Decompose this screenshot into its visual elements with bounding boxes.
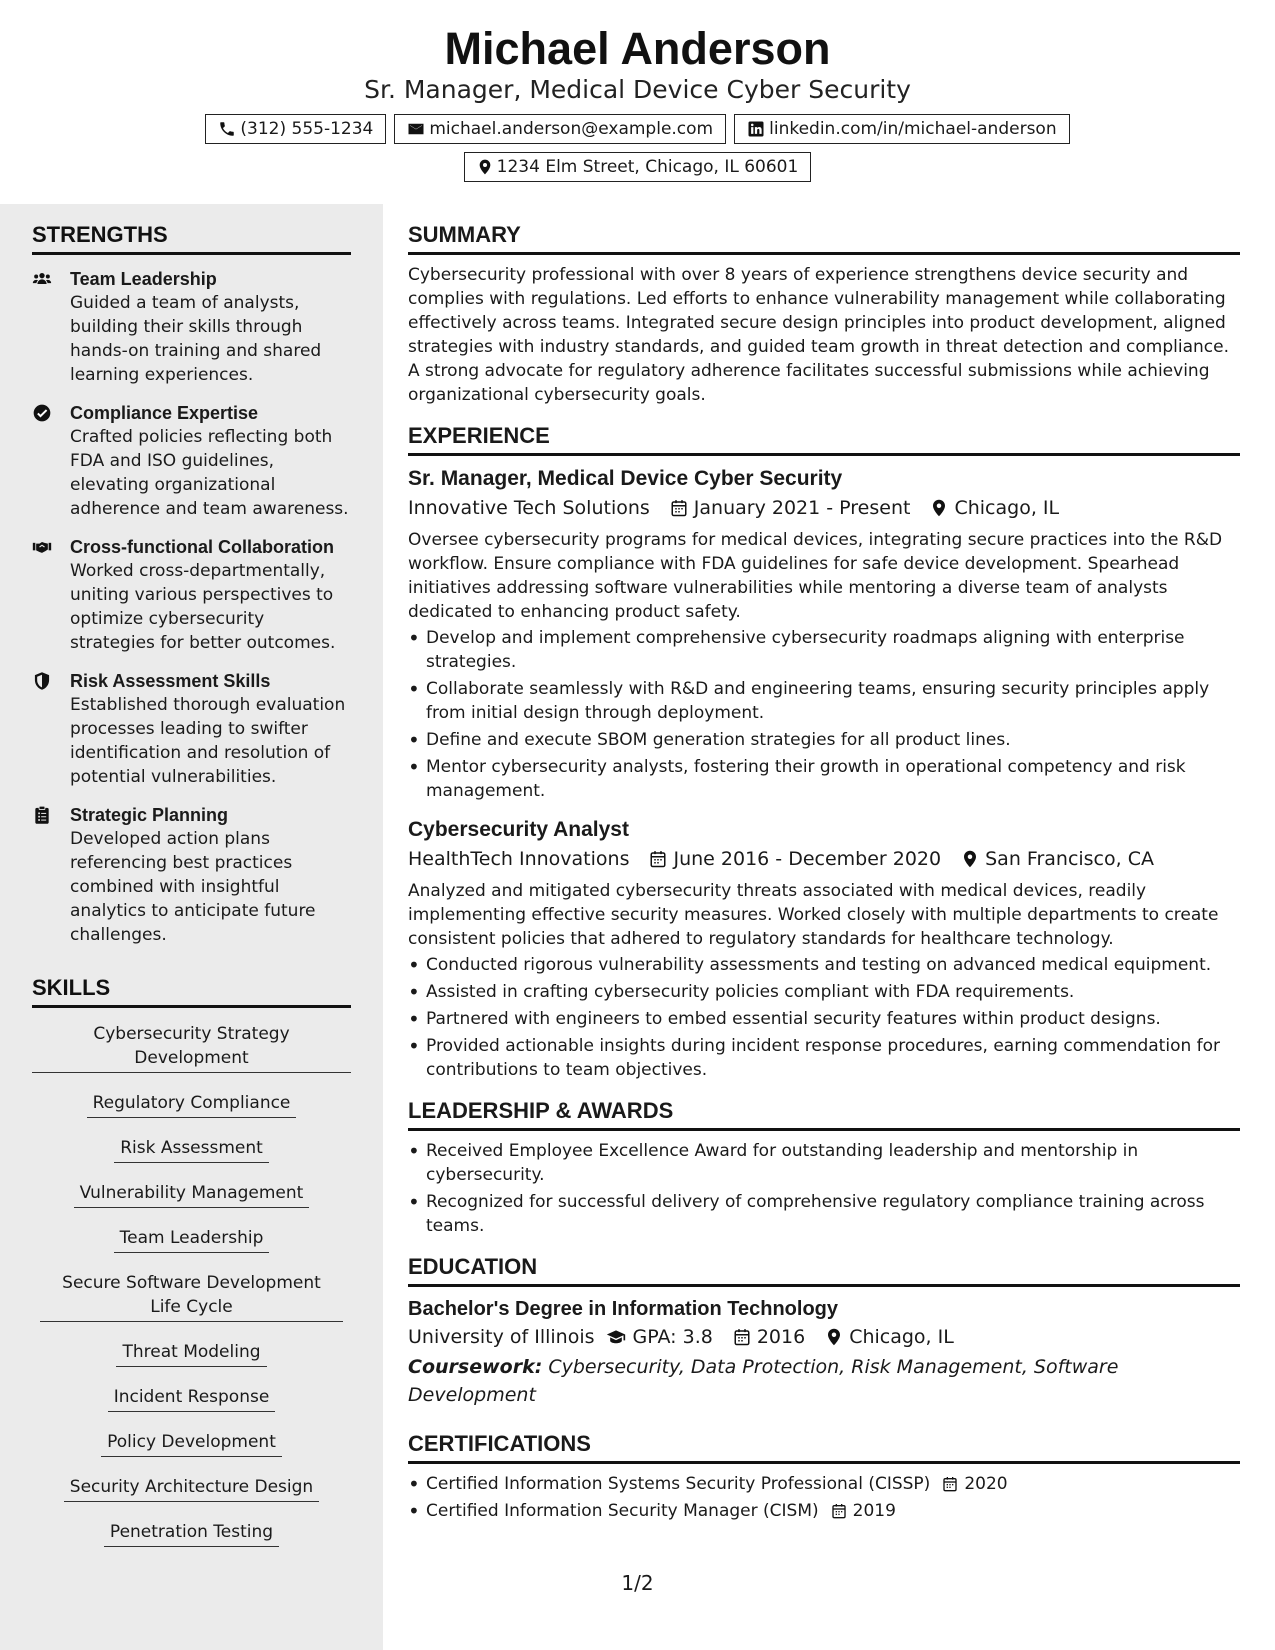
list-item: [408, 1472, 1240, 1496]
awards-heading: LEADERSHIP & AWARDS: [408, 1096, 1240, 1131]
summary-section: [408, 220, 1240, 407]
job-dates: January 2021 - Present: [693, 497, 911, 519]
skill-item: Security Architecture Design: [64, 1475, 319, 1502]
job-meta: [408, 845, 1240, 873]
strength-item: [32, 267, 351, 387]
edu-year: 2016: [756, 1326, 806, 1348]
job-entry: [408, 815, 1240, 1082]
candidate-name: Michael Anderson: [444, 23, 831, 74]
cert-year: 2020: [964, 1474, 1008, 1494]
list-item: • Mentor cybersecurity analysts, fostering their growth in operational competency and risk management.: [408, 755, 1240, 803]
list-item: [408, 1499, 1240, 1523]
contact-row: [0, 114, 1275, 144]
edu-location: Chicago, IL: [849, 1326, 954, 1348]
linkedin-text: linkedin.com/in/michael-anderson: [769, 119, 1057, 139]
strength-title: Team Leadership: [70, 269, 217, 289]
graduation-cap-icon: [605, 1327, 627, 1347]
users-icon: [32, 269, 52, 289]
skill-item: Secure Software Development Life Cycle: [40, 1271, 343, 1322]
map-pin-icon: [961, 850, 979, 868]
experience-heading: EXPERIENCE: [408, 421, 1240, 456]
calendar-icon: [670, 499, 688, 517]
page-number: [0, 1570, 1275, 1596]
certifications-section: [408, 1429, 1240, 1523]
skill-item: Threat Modeling: [116, 1340, 266, 1367]
strength-item: [32, 535, 351, 655]
strengths-heading: STRENGTHS: [32, 220, 351, 255]
phone-icon: [218, 120, 236, 138]
list-item: • Partnered with engineers to embed essential security features within product designs.: [408, 1007, 1240, 1031]
job-company: HealthTech Innovations: [408, 848, 630, 870]
strength-desc: Developed action plans referencing best practices combined with insightful analytics to anticipate future challenges.: [70, 829, 316, 945]
sidebar: [0, 204, 383, 1650]
coursework-text: Cybersecurity, Data Protection, Risk Management, Software Development: [408, 1356, 1119, 1406]
experience-section: [408, 421, 1240, 1082]
list-item: • Recognized for successful delivery of comprehensive regulatory compliance training across teams.: [408, 1190, 1240, 1238]
job-dates: June 2016 - December 2020: [673, 848, 942, 870]
map-pin-icon: [930, 499, 948, 517]
calendar-icon: [733, 1328, 751, 1346]
certifications-list: [408, 1472, 1240, 1523]
strength-title: Cross-functional Collaboration: [70, 537, 335, 557]
skill-item: Risk Assessment: [114, 1136, 269, 1163]
skills-list: [32, 1022, 351, 1565]
education-heading: EDUCATION: [408, 1252, 1240, 1287]
linkedin-contact[interactable]: [734, 114, 1069, 144]
skill-item: Policy Development: [101, 1430, 282, 1457]
list-item: • Assisted in crafting cybersecurity policies compliant with FDA requirements.: [408, 980, 1240, 1004]
edu-gpa: GPA: 3.8: [632, 1326, 713, 1348]
strength-desc: Guided a team of analysts, building their skills through hands-on training and shared learning experiences.: [70, 293, 322, 385]
job-location: Chicago, IL: [954, 497, 1060, 519]
job-location: San Francisco, CA: [985, 848, 1154, 870]
skill-item: Team Leadership: [114, 1226, 270, 1253]
map-pin-icon: [477, 158, 493, 176]
job-description: Oversee cybersecurity programs for medical devices, integrating secure practices into the R&D workflow. Ensure compliance with FDA guidelines for safe device development. Spearhead initiatives addressing software vulnerabilities while mentoring a diverse team of analysts dedicated to enhancing product safety.: [408, 530, 1223, 622]
strength-desc: Established thorough evaluation processes leading to swifter identification and resolution of potential vulnerabilities.: [70, 695, 346, 787]
resume-header: [0, 0, 1275, 204]
skill-item: Cybersecurity Strategy Development: [32, 1022, 351, 1073]
edu-meta: [408, 1323, 1240, 1351]
job-bullets: [408, 626, 1240, 803]
clipboard-icon: [32, 805, 52, 825]
strength-item: [32, 669, 351, 789]
check-circle-icon: [32, 403, 52, 423]
linkedin-icon: [747, 120, 765, 138]
certifications-heading: CERTIFICATIONS: [408, 1429, 1240, 1464]
job-role: Cybersecurity Analyst: [408, 818, 629, 841]
awards-section: [408, 1096, 1240, 1238]
strength-desc: Worked cross-departmentally, uniting various perspectives to optimize cybersecurity strategies for better outcomes.: [70, 561, 336, 653]
contact-row-address: [0, 152, 1275, 182]
skill-item: Incident Response: [108, 1385, 276, 1412]
main-content: [408, 204, 1240, 1537]
strength-item: [32, 401, 351, 521]
list-item: • Develop and implement comprehensive cybersecurity roadmaps aligning with enterprise strategies.: [408, 626, 1240, 674]
calendar-icon: [942, 1476, 958, 1492]
strength-desc: Crafted policies reflecting both FDA and ISO guidelines, elevating organizational adherence and team awareness.: [70, 427, 349, 519]
job-company: Innovative Tech Solutions: [408, 497, 650, 519]
shield-icon: [32, 671, 52, 691]
job-bullets: [408, 953, 1240, 1082]
strength-item: [32, 803, 351, 947]
education-section: [408, 1252, 1240, 1409]
candidate-title: Sr. Manager, Medical Device Cyber Security: [364, 75, 911, 104]
cert-name: • Certified Information Security Manager (CISM): [426, 1501, 819, 1521]
list-item: • Conducted rigorous vulnerability assessments and testing on advanced medical equipment.: [408, 953, 1240, 977]
skill-item: Vulnerability Management: [74, 1181, 310, 1208]
edu-degree: Bachelor's Degree in Information Technology: [408, 1298, 839, 1320]
phone-contact[interactable]: [205, 114, 386, 144]
phone-text: (312) 555-1234: [240, 119, 374, 139]
email-text: michael.anderson@example.com: [429, 119, 714, 139]
summary-heading: SUMMARY: [408, 220, 1240, 255]
envelope-icon: [407, 120, 425, 138]
skill-item: Penetration Testing: [104, 1520, 279, 1547]
address-text: 1234 Elm Street, Chicago, IL 60601: [496, 157, 799, 177]
list-item: • Received Employee Excellence Award for outstanding leadership and mentorship in cybersecurity.: [408, 1139, 1240, 1187]
list-item: • Define and execute SBOM generation strategies for all product lines.: [408, 728, 1240, 752]
map-pin-icon: [825, 1328, 843, 1346]
edu-coursework: [408, 1353, 1240, 1409]
email-contact[interactable]: [394, 114, 726, 144]
job-role: Sr. Manager, Medical Device Cyber Security: [408, 467, 843, 490]
coursework-label: Coursework:: [408, 1356, 543, 1378]
strength-title: Compliance Expertise: [70, 403, 259, 423]
cert-name: • Certified Information Systems Security Professional (CISSP): [426, 1474, 931, 1494]
cert-year: 2019: [852, 1501, 896, 1521]
awards-list: [408, 1139, 1240, 1238]
list-item: • Provided actionable insights during incident response procedures, earning commendation for contributions to team objectives.: [408, 1034, 1240, 1082]
handshake-icon: [32, 537, 52, 557]
address-contact: [464, 152, 812, 182]
job-meta: [408, 494, 1240, 522]
job-description: Analyzed and mitigated cybersecurity threats associated with medical devices, readily implementing effective security measures. Worked closely with multiple departments to create consistent policies that adhered to regulatory standards for healthcare technology.: [408, 881, 1219, 949]
calendar-icon: [649, 850, 667, 868]
page-number-text: 1/2: [621, 1571, 654, 1595]
list-item: • Collaborate seamlessly with R&D and engineering teams, ensuring security principles apply from initial design through deployment.: [408, 677, 1240, 725]
strengths-list: [32, 267, 351, 947]
skills-heading: SKILLS: [32, 973, 351, 1008]
job-entry: [408, 464, 1240, 803]
strength-title: Risk Assessment Skills: [70, 671, 271, 691]
calendar-icon: [831, 1503, 847, 1519]
edu-school: University of Illinois: [408, 1326, 595, 1348]
summary-text: Cybersecurity professional with over 8 years of experience strengthens device security and complies with regulations. Led efforts to enhance vulnerability management while collaborating effectively across teams. Integrated secure design principles into product development, aligned strategies with industry standards, and guided team growth in threat detection and compliance. A strong advocate for regulatory adherence facilitates successful submissions while achieving organizational cybersecurity goals.: [408, 265, 1229, 405]
skill-item: Regulatory Compliance: [87, 1091, 297, 1118]
strength-title: Strategic Planning: [70, 805, 229, 825]
